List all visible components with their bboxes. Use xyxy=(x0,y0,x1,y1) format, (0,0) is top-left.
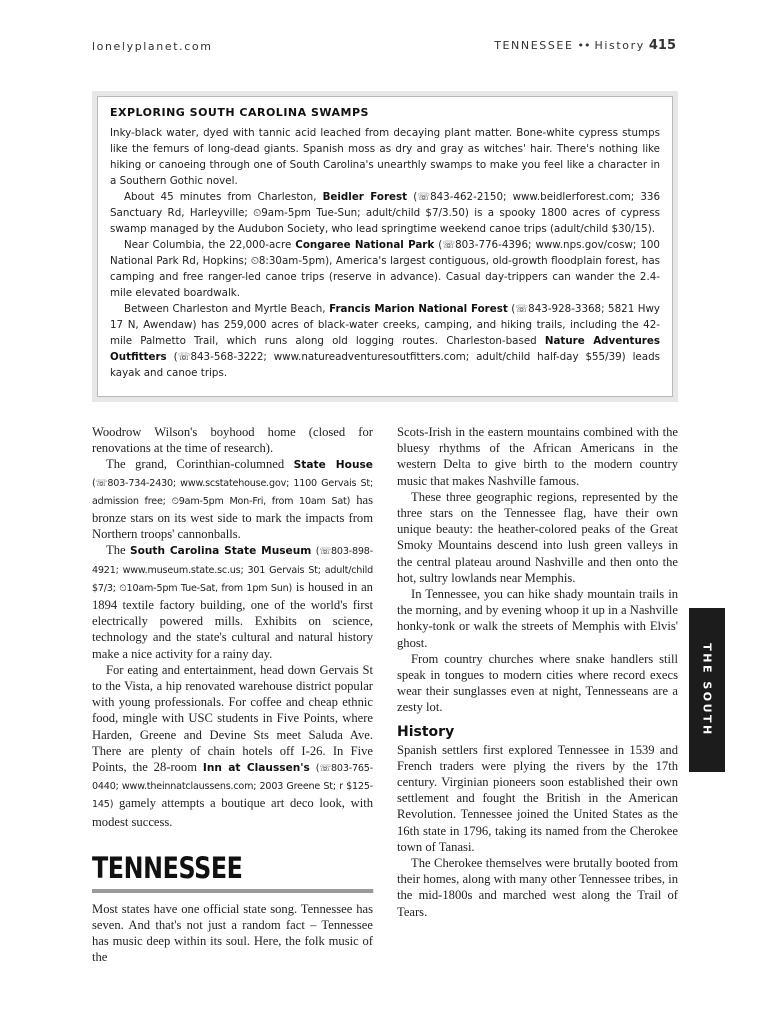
right-column xyxy=(397,424,678,920)
text: (☏843-462-2150; www.beidlerforest.com; 336 Sanctuary Rd, Harleyville; ⏲9am-5pm Tue-Sun; adult/child $7/3.50) is a spooky 1800 acres of cypress swamp managed by the Audubon Society, who lead springtime weekend canoe trips (adult/child $30/15). xyxy=(110,191,660,235)
listing-details: (☏803-765-0440; www.theinnatclaussens.com; 2003 Greene St; r $125-145) xyxy=(92,763,373,811)
running-header-section: History xyxy=(594,39,645,52)
running-header-site: lonelyplanet.com xyxy=(92,40,213,53)
sidebar-box-paragraph xyxy=(110,237,660,301)
chapter-thumb-tab xyxy=(689,608,725,772)
text: (☏843-928-3368; 5821 Hwy 17 N, Awendaw) has 259,000 acres of black-water creeks, camping, and hiking trails, including the 42-mile Palmetto Trail, which runs along old logging routes. Charleston-based xyxy=(110,303,660,347)
place-name: Francis Marion National Forest xyxy=(329,303,508,315)
place-name: State House xyxy=(293,459,373,472)
sidebar-box-intro: Inky-black water, dyed with tannic acid leached from decaying plant matter. Bone-white cypress stumps like the femurs of long-dead giants. Spanish moss as dry and gray as witches' hair. There's nothing like hiking or canoeing through one of South Carolina's unearthly swamps to make you feel like a character in a Southern Gothic novel. xyxy=(110,127,660,187)
place-name: Beidler Forest xyxy=(322,191,408,203)
sidebar-box-paragraph xyxy=(110,189,660,237)
text: The grand, Corinthian-columned xyxy=(106,457,285,472)
text: (☏843-568-3222; www.natureadventuresoutfitters.com; adult/child half-day $55/39) leads kayak and canoe trips. xyxy=(110,351,660,379)
body-paragraph: The Cherokee themselves were brutally booted from their homes, along with many other Tennessee tribes, in the mid-1800s and marched west along the Trail of Tears. xyxy=(397,856,678,919)
text: is housed in an 1894 textile factory building, one of the world's first electrically powered mills. Exhibits on science, technology and the state's cultural and natural history make a nice activity for a rainy day. xyxy=(92,579,373,661)
sidebar-box-title: EXPLORING SOUTH CAROLINA SWAMPS xyxy=(110,106,369,119)
body-paragraph: Woodrow Wilson's boyhood home (closed for renovations at the time of research). xyxy=(92,425,373,456)
running-header xyxy=(494,38,676,53)
place-name: Inn at Claussen's xyxy=(202,762,310,775)
left-column xyxy=(92,424,373,966)
sidebar-box-paragraph xyxy=(110,301,660,381)
text: For eating and entertainment, head down Gervais St to the Vista, a hip renovated warehouse district popular with young professionals. For coffee and cheap ethnic food, mingle with USC students in Five Points, where Harden, Greene and Devine Sts meet Saluda Ave. There are plenty of chain hotels off I-26. In Five Points, the 28-room xyxy=(92,662,373,775)
body-paragraph xyxy=(92,456,373,542)
place-name: Congaree National Park xyxy=(295,239,435,251)
place-name: Nature Adventures Outfitters xyxy=(110,335,661,363)
sidebar-box-inner xyxy=(97,96,673,397)
text: The xyxy=(106,543,126,558)
text: Between Charleston and Myrtle Beach, xyxy=(124,303,326,315)
body-paragraph: In Tennessee, you can hike shady mountain trails in the morning, and by evening whoop it up in a Nashville honky-tonk or walk the streets of Memphis with Elvis' ghost. xyxy=(397,587,678,650)
body-paragraph: Most states have one official state song. Tennessee has seven. And that's not just a random fact – Tennessee has music deep within its soul. Here, the folk music of the xyxy=(92,901,373,965)
state-heading: TENNESSEE xyxy=(92,850,373,893)
sidebar-box xyxy=(92,91,678,402)
body-paragraph: Scots-Irish in the eastern mountains combined with the bluesy rhythms of the African Americans in the western Delta to give birth to the modern country music that makes Nashville famous. xyxy=(397,425,678,488)
body-paragraph xyxy=(92,542,373,661)
text: has bronze stars on its west side to mark the impacts from Northern troops' cannonballs. xyxy=(92,492,373,542)
listing-details: (☏803-898-4921; www.museum.state.sc.us; 301 Gervais St; adult/child $7/3; ⏲10am-5pm Tue-Sat, from 1pm Sun) xyxy=(92,546,373,594)
text: Near Columbia, the 22,000-acre xyxy=(124,239,292,251)
body-paragraph: These three geographic regions, represented by the three stars on the Tennessee flag, have their own unique beauty: the heather-colored peaks of the Great Smoky Mountains descend into lush green valleys in the central plateau around Nashville and then onto the hot, sultry lowlands near Memphis. xyxy=(397,489,678,585)
body-paragraph: Spanish settlers first explored Tennessee in 1539 and French traders were plying the rivers by the 17th century. Virginian pioneers soon established their own settlement and fought the British in the American Revolution. Tennessee joined the United States as the 16th state in 1796, taking its named from the Cherokee town of Tanasi. xyxy=(397,742,678,854)
text: (☏803-776-4396; www.nps.gov/cosw; 100 National Park Rd, Hopkins; ⏲8:30am-5pm), America's largest contiguous, old-growth floodplain forest, has camping and free ranger-led canoe trips (reserve in advance). Casual day-trippers can wander the 2.4-mile elevated boardwalk. xyxy=(110,239,660,299)
page-number: 415 xyxy=(648,38,676,53)
body-paragraph xyxy=(92,662,373,830)
chapter-thumb-label: THE SOUTH xyxy=(700,643,714,737)
text: gamely attempts a boutique art deco look, with modest success. xyxy=(92,796,373,829)
listing-details: (☏803-734-2430; www.scstatehouse.gov; 1100 Gervais St; admission free; ⏲9am-5pm Mon-Fri, from 10am Sat) xyxy=(92,477,373,507)
section-heading-history: History xyxy=(397,723,455,740)
body-paragraph: From country churches where snake handlers still speak in tongues to modern cities where record execs wear their sunglasses even at night, Tennesseans are a zesty lot. xyxy=(397,651,678,715)
text: About 45 minutes from Charleston, xyxy=(124,191,317,203)
running-header-state: TENNESSEE xyxy=(494,39,574,52)
place-name: South Carolina State Museum xyxy=(129,545,312,558)
running-header-separator: •• xyxy=(577,39,591,52)
